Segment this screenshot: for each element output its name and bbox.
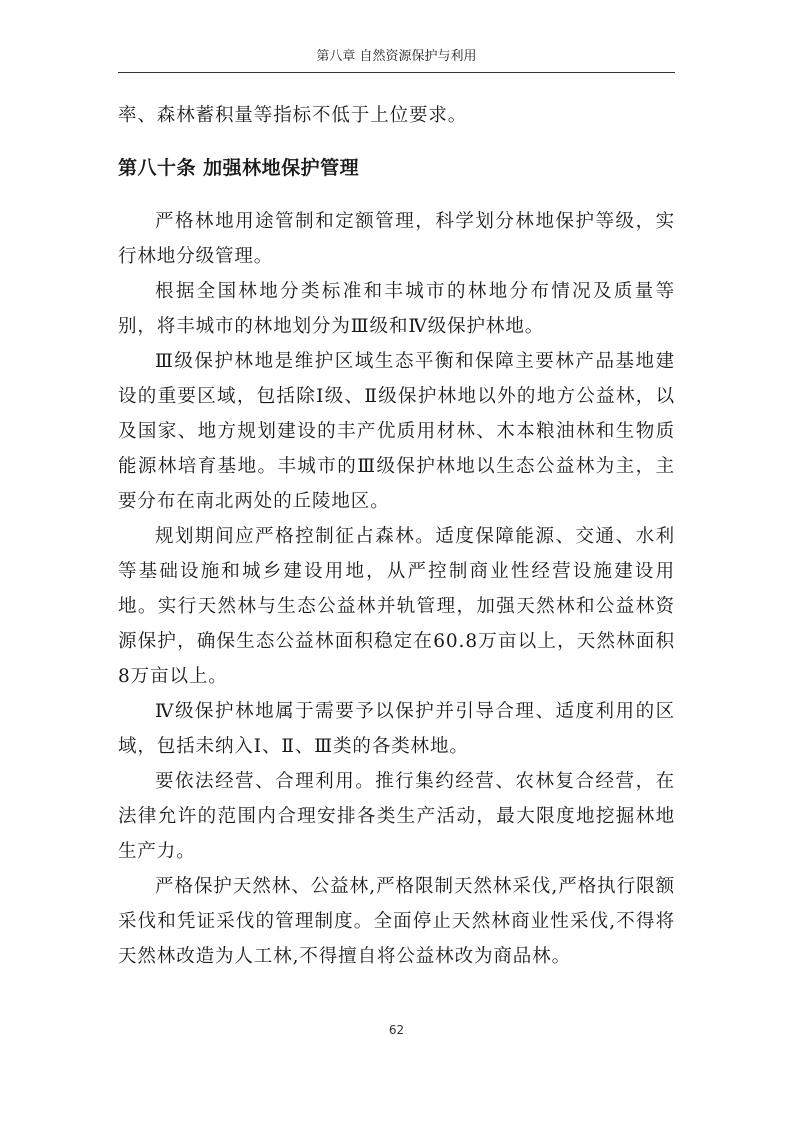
article-heading: 第八十条 加强林地保护管理	[118, 157, 360, 179]
running-header: 第八章 自然资源保护与利用	[316, 49, 477, 64]
body-paragraph: 要依法经营、合理利用。推行集约经营、农林复合经营，在法律允许的范围内合理安排各类生产活动，最大限度地挖掘林地生产力。	[118, 771, 675, 862]
body-paragraph: 根据全国林地分类标准和丰城市的林地分布情况及质量等别，将丰城市的林地划分为Ⅲ级和Ⅳ级保护林地。	[118, 281, 675, 337]
continuation-paragraph: 率、森林蓄积量等指标不低于上位要求。	[118, 105, 468, 126]
body-paragraph: 规划期间应严格控制征占森林。适度保障能源、交通、水利等基础设施和城乡建设用地，从严控制商业性经营设施建设用地。实行天然林与生态公益林并轨管理，加强天然林和公益林资源保护，确保生态公益林面积稳定在60.8万亩以上，天然林面积8万亩以上。	[118, 526, 675, 687]
body-paragraph: 严格林地用途管制和定额管理，科学划分林地保护等级，实行林地分级管理。	[118, 211, 675, 267]
body-paragraph: Ⅳ级保护林地属于需要予以保护并引导合理、适度利用的区域，包括未纳入Ⅰ、Ⅱ、Ⅲ类的各类林地。	[118, 701, 675, 757]
header-divider	[118, 72, 675, 73]
body-paragraph: 严格保护天然林、公益林,严格限制天然林采伐,严格执行限额采伐和凭证采伐的管理制度。全面停止天然林商业性采伐,不得将天然林改造为人工林,不得擅自将公益林改为商品林。	[118, 876, 675, 967]
body-paragraph: Ⅲ级保护林地是维护区域生态平衡和保障主要林产品基地建设的重要区域，包括除Ⅰ级、Ⅱ级保护林地以外的地方公益林，以及国家、地方规划建设的丰产优质用材林、木本粮油林和生物质能源林培育基地。丰城市的Ⅲ级保护林地以生态公益林为主，主要分布在南北两处的丘陵地区。	[118, 351, 675, 512]
page-number: 62	[388, 1023, 405, 1037]
page-body	[118, 98, 675, 974]
